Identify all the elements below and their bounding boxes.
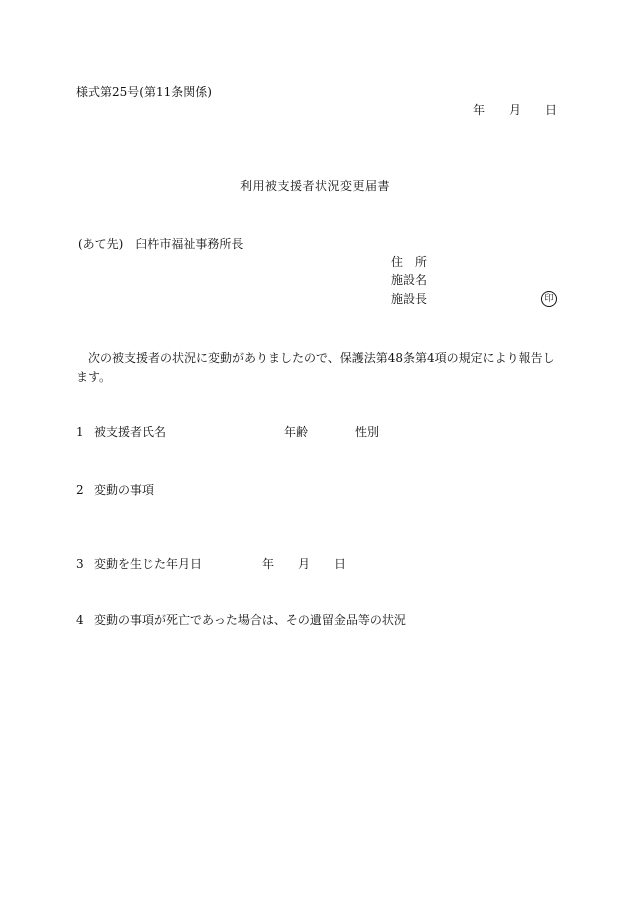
date-year-label: 年 — [473, 103, 486, 117]
document-title: 利用被支援者状況変更届書 — [239, 179, 390, 193]
addressee — [78, 238, 243, 250]
change-day-label: 日 — [334, 557, 347, 571]
sender-director-label: 施設長 — [391, 292, 428, 306]
item-remaining-property — [76, 614, 406, 626]
item-label: 変動の事項 — [94, 483, 155, 497]
item-number: 2 — [76, 483, 84, 497]
item-change-date — [76, 558, 202, 570]
item-change-matter — [76, 484, 154, 496]
date-day-label: 日 — [545, 103, 558, 117]
item-number: 3 — [76, 557, 84, 571]
sender-address-label: 住 所 — [391, 255, 428, 269]
addressee-prefix: (あて先) — [78, 237, 124, 251]
item-age-label: 年齢 — [284, 425, 309, 439]
addressee-name: 臼杵市福祉事務所長 — [135, 237, 244, 251]
seal-mark: 印 — [541, 291, 557, 307]
item-number: 1 — [76, 425, 84, 439]
item-label: 被支援者氏名 — [94, 425, 167, 439]
change-year-label: 年 — [262, 557, 275, 571]
item-number: 4 — [76, 613, 84, 627]
item-label: 変動を生じた年月日 — [94, 557, 203, 571]
form-number: 様式第25号(第11条関係) — [76, 85, 212, 99]
body-text: 次の被支援者の状況に変動がありましたので、保護法第48条第4項の規定により報告します。 — [76, 351, 555, 384]
date-month-label: 月 — [509, 103, 522, 117]
sender-facility-label: 施設名 — [391, 273, 428, 287]
item-recipient-name — [76, 426, 166, 438]
item-sex-label: 性別 — [355, 425, 380, 439]
change-month-label: 月 — [298, 557, 311, 571]
item-label: 変動の事項が死亡であった場合は、その遺留金品等の状況 — [94, 613, 406, 627]
